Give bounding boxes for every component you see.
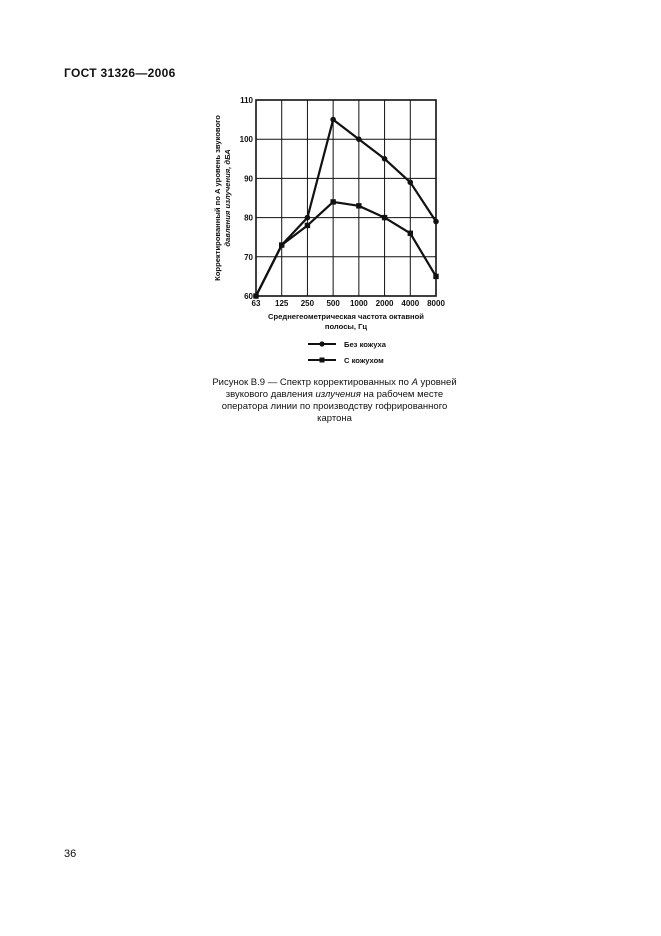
y-tick-label: 60: [244, 292, 253, 301]
series-2-point: [279, 242, 284, 247]
x-tick-label: 4000: [401, 299, 420, 308]
caption-italic-2: излучения: [315, 389, 361, 400]
x-tick-label: 250: [300, 299, 315, 308]
x-tick-label: 2000: [375, 299, 394, 308]
x-tick-label: 8000: [427, 299, 445, 308]
caption-part-1: Рисунок В.9 — Спектр корректированных по: [212, 377, 412, 388]
series-1-point: [305, 215, 311, 221]
x-tick-label: 125: [275, 299, 289, 308]
caption-part-3: на рабочем месте оператора линии по производству гофрированного картона: [221, 389, 448, 424]
series-1-point: [330, 117, 336, 123]
series-2-point: [382, 215, 387, 220]
legend-label-2: С кожухом: [344, 356, 384, 365]
series-line-2: [256, 202, 436, 296]
series-1-point: [407, 180, 413, 186]
chart-svg: [200, 90, 460, 370]
y-tick-label: 80: [244, 213, 253, 223]
x-tick-label: 500: [326, 299, 340, 308]
y-tick-label: 110: [240, 96, 253, 105]
y-axis-label-line-1: Корректированный по А уровень звукового: [213, 115, 222, 281]
y-tick-label: 100: [239, 135, 253, 145]
figure-caption: [212, 377, 457, 425]
series-2-point: [408, 231, 413, 236]
y-tick-label: 70: [244, 252, 253, 262]
caption-italic-1: А: [411, 377, 418, 388]
series-2-point: [305, 223, 310, 228]
document-header: ГОСТ 31326—2006: [64, 66, 176, 80]
series-2-point: [330, 199, 335, 204]
series-line-1: [256, 120, 436, 296]
series-2-point: [433, 274, 438, 279]
y-axis-label-line-2: давления излучения, дБА: [223, 149, 232, 247]
chart: [200, 90, 460, 370]
x-axis-label-line-1: Среднегеометрическая частота октавной: [268, 312, 424, 321]
legend-marker-2: [320, 358, 325, 363]
x-axis-label-line-2: полосы, Гц: [324, 322, 368, 331]
page-number: 36: [64, 848, 77, 860]
series-1-point: [433, 219, 439, 225]
series-1-point: [382, 156, 388, 162]
x-tick-label: 1000: [349, 299, 368, 308]
series-1-point: [356, 136, 362, 142]
legend-label-1: Без кожуха: [344, 340, 386, 349]
y-tick-label: 90: [244, 174, 253, 184]
series-2-point: [356, 203, 361, 208]
caption-part-2: уровней звукового давления: [225, 377, 457, 400]
x-tick-label: 63: [251, 299, 261, 308]
series-2-point: [253, 293, 258, 298]
legend-marker-1: [319, 341, 324, 346]
